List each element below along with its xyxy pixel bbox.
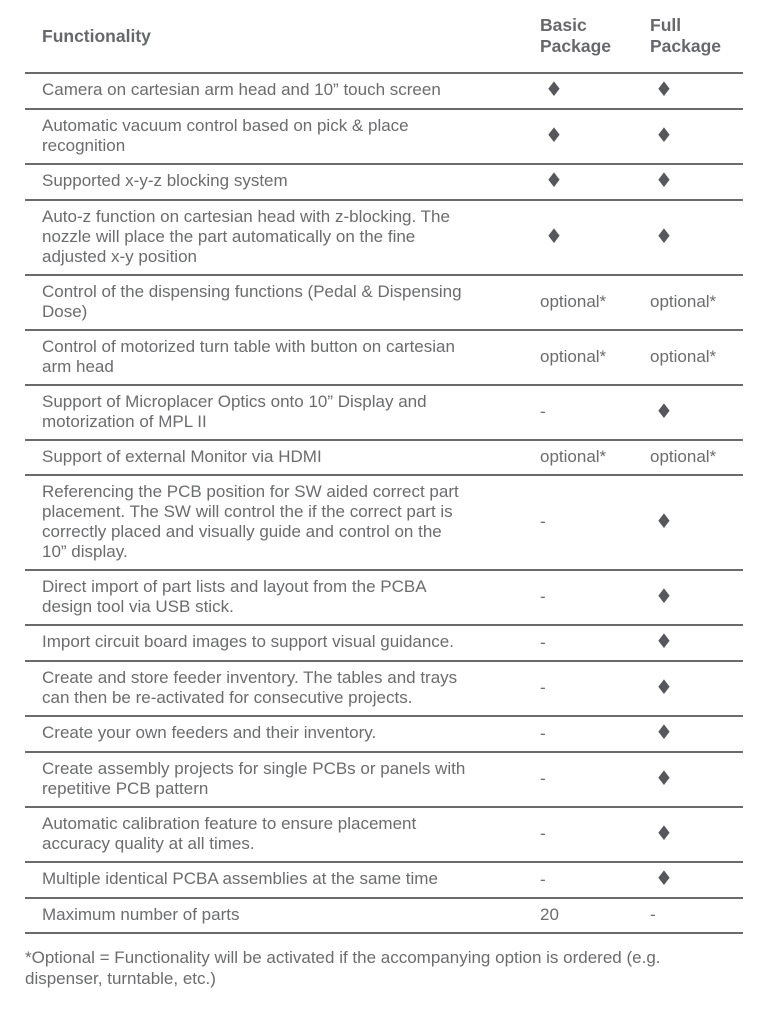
- included-diamond-icon: ♦: [655, 398, 673, 423]
- included-diamond-icon: ♦: [655, 866, 673, 890]
- column-header-full-package: Full Package: [650, 15, 722, 56]
- basic-package-cell: -: [540, 769, 546, 788]
- included-diamond-icon: ♦: [655, 223, 673, 248]
- table-row: [25, 660, 743, 715]
- feature-cell: Support of external Monitor via HDMI: [42, 447, 322, 466]
- included-diamond-icon: ♦: [655, 674, 673, 699]
- table-row: [25, 624, 743, 660]
- full-package-cell: [650, 863, 743, 897]
- included-diamond-icon: ♦: [655, 583, 673, 608]
- footnote: *Optional = Functionality will be activated if the accompanying option is ordered (e.g. dispenser, turntable, etc.): [25, 948, 661, 988]
- included-diamond-icon: ♦: [545, 223, 563, 248]
- feature-cell: Automatic vacuum control based on pick & place recognition: [42, 116, 409, 155]
- feature-cell: Create your own feeders and their inventory.: [42, 723, 377, 742]
- table-row: [25, 163, 743, 199]
- full-package-cell: [650, 763, 743, 797]
- full-package-cell: [650, 120, 743, 154]
- full-package-cell: [650, 74, 743, 108]
- table-header-row: [25, 0, 743, 72]
- feature-cell: Supported x-y-z blocking system: [42, 171, 288, 190]
- full-package-cell: [650, 221, 743, 255]
- basic-package-cell: -: [540, 402, 546, 421]
- table-row: [25, 108, 743, 163]
- full-package-cell: [650, 672, 743, 706]
- full-package-cell: [650, 717, 743, 751]
- basic-package-cell: -: [540, 632, 546, 652]
- feature-cell: Maximum number of parts: [42, 905, 240, 924]
- basic-package-cell: -: [540, 723, 546, 743]
- basic-package-cell: optional*: [540, 347, 607, 366]
- included-diamond-icon: ♦: [655, 820, 673, 845]
- basic-package-cell: [540, 120, 650, 154]
- basic-package-cell: optional*: [540, 447, 607, 466]
- basic-package-cell: [540, 221, 650, 255]
- table-row: [25, 474, 743, 569]
- feature-cell: Create assembly projects for single PCBs or panels with repetitive PCB pattern: [42, 759, 466, 798]
- full-package-cell: optional*: [650, 292, 717, 311]
- full-package-cell: optional*: [650, 347, 717, 366]
- full-package-cell: [650, 396, 743, 430]
- table-row: [25, 199, 743, 274]
- table-row: [25, 274, 743, 329]
- included-diamond-icon: ♦: [655, 720, 673, 744]
- feature-cell: Auto-z function on cartesian head with z-blocking. The nozzle will place the part automatically on the fine adjusted x-y position: [42, 207, 450, 266]
- included-diamond-icon: ♦: [655, 122, 673, 147]
- table-row: [25, 329, 743, 384]
- feature-cell: Create and store feeder inventory. The tables and trays can then be re-activated for consecutive projects.: [42, 668, 458, 707]
- included-diamond-icon: ♦: [655, 765, 673, 790]
- basic-package-cell: -: [540, 587, 546, 606]
- table-row: [25, 806, 743, 861]
- basic-package-cell: -: [540, 678, 546, 697]
- full-package-cell: [650, 165, 743, 199]
- basic-package-cell: -: [540, 869, 546, 889]
- feature-cell: Camera on cartesian arm head and 10” touch screen: [42, 80, 441, 99]
- feature-cell: Import circuit board images to support visual guidance.: [42, 632, 454, 651]
- feature-cell: Support of Microplacer Optics onto 10” Display and motorization of MPL II: [42, 392, 427, 431]
- feature-cell: Automatic calibration feature to ensure placement accuracy quality at all times.: [42, 814, 417, 853]
- full-package-cell: [650, 626, 743, 660]
- table-row: [25, 384, 743, 439]
- full-package-cell: optional*: [650, 447, 717, 466]
- included-diamond-icon: ♦: [545, 77, 563, 101]
- full-package-cell: [650, 506, 743, 540]
- included-diamond-icon: ♦: [655, 168, 673, 192]
- column-header-functionality: Functionality: [42, 25, 151, 46]
- basic-package-cell: [540, 74, 650, 108]
- table-row: [25, 439, 743, 474]
- basic-package-cell: -: [540, 824, 546, 843]
- table-body: [25, 72, 743, 932]
- full-package-cell: -: [650, 905, 656, 924]
- table-row: [25, 751, 743, 806]
- included-diamond-icon: ♦: [655, 508, 673, 533]
- table-row: [25, 569, 743, 624]
- feature-cell: Control of motorized turn table with button on cartesian arm head: [42, 337, 455, 376]
- table-row: [25, 715, 743, 751]
- basic-package-cell: -: [540, 512, 546, 531]
- feature-cell: Referencing the PCB position for SW aided correct part placement. The SW will control the if the correct part is correctly placed and visually guide and control on the 10” display.: [42, 482, 459, 561]
- column-header-basic-package: Basic Package: [540, 15, 612, 56]
- included-diamond-icon: ♦: [655, 629, 673, 653]
- feature-cell: Direct import of part lists and layout from the PCBA design tool via USB stick.: [42, 577, 426, 616]
- included-diamond-icon: ♦: [545, 122, 563, 147]
- full-package-cell: [650, 818, 743, 852]
- full-package-cell: [650, 581, 743, 615]
- feature-cell: Multiple identical PCBA assemblies at the same time: [42, 869, 438, 888]
- included-diamond-icon: ♦: [545, 168, 563, 192]
- basic-package-cell: 20: [540, 905, 559, 924]
- table-row: [25, 72, 743, 108]
- included-diamond-icon: ♦: [655, 77, 673, 101]
- table-row: [25, 897, 743, 932]
- table-row: [25, 861, 743, 897]
- feature-comparison-table: [25, 0, 743, 934]
- basic-package-cell: [540, 165, 650, 199]
- feature-cell: Control of the dispensing functions (Pedal & Dispensing Dose): [42, 282, 462, 321]
- basic-package-cell: optional*: [540, 292, 607, 311]
